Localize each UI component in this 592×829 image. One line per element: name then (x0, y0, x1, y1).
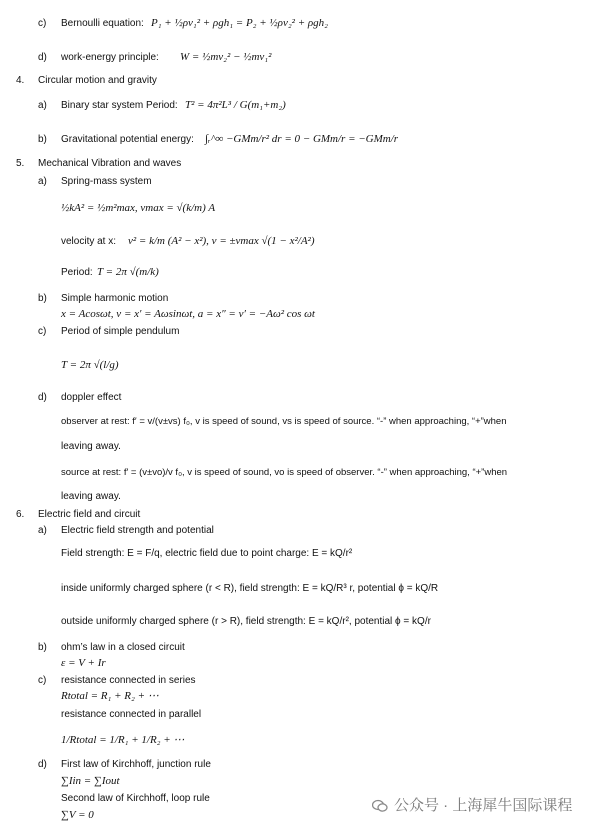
outside-sphere-line: outside uniformly charged sphere (r > R), field strength: E = kQ/r², potential ϕ = kQ/r (61, 616, 431, 627)
velocity-formula: v² = k/m (A² − x²), v = ±vmax √(1 − x²/A²) (128, 235, 315, 247)
bernoulli-label: Bernoulli equation: (61, 18, 144, 29)
binary-star-label: Binary star system Period: (61, 100, 178, 111)
potential-energy-formula: ∫ᵣ^∞ −GMm/r² dr = 0 − GMm/r = −GMm/r (205, 133, 399, 145)
potential-energy-label: Gravitational potential energy: (61, 134, 194, 145)
doppler-observer-cont: leaving away. (61, 441, 121, 452)
item-label: a) (38, 100, 47, 111)
spring-mass-label: Spring-mass system (61, 176, 152, 187)
kirchhoff-first-label: First law of Kirchhoff, junction rule (61, 759, 211, 770)
shm-formula: x = Acosωt, v = x′ = Aωsinωt, a = x″ = v′ = −Aω² cos ωt (61, 308, 315, 320)
period-label: Period: (61, 267, 93, 278)
series-label: resistance connected in series (61, 675, 196, 686)
section-title: Mechanical Vibration and waves (38, 158, 182, 169)
item-label: d) (38, 52, 47, 63)
doppler-source-cont: leaving away. (61, 491, 121, 502)
item-label: b) (38, 293, 47, 304)
item-label: b) (38, 642, 47, 653)
section-title: Electric field and circuit (38, 509, 141, 520)
doppler-source-line: source at rest: f′ = (v±vo)/v f₀, v is speed of sound, vo is speed of observer. “-” when approaching, “+”when (61, 467, 508, 478)
inside-sphere-line: inside uniformly charged sphere (r < R), field strength: E = kQ/R³ r, potential ϕ = kQ/R (61, 583, 439, 594)
section-number: 6. (16, 509, 25, 520)
wechat-icon (372, 799, 388, 813)
section-number: 5. (16, 158, 25, 169)
series-formula: Rtotal = R₁ + R₂ + ⋯ (61, 690, 159, 702)
parallel-formula: 1/Rtotal = 1/R₁ + 1/R₂ + ⋯ (61, 734, 185, 746)
doppler-label: doppler effect (61, 392, 122, 403)
section-title: Circular motion and gravity (38, 75, 157, 86)
shm-label: Simple harmonic motion (61, 293, 169, 304)
doppler-observer-line: observer at rest: f′ = v/(v±vs) f₀, v is speed of sound, vs is speed of source. “-” when approaching, “+”when (61, 416, 507, 427)
spring-energy-formula: ½kA² = ½m²max, vmax = √(k/m) A (61, 202, 216, 214)
watermark-text: 公众号 · 上海犀牛国际课程 (394, 797, 573, 814)
work-energy-label: work-energy principle: (61, 52, 159, 63)
item-label: d) (38, 759, 47, 770)
work-energy-formula: W = ½mv₂² − ½mv₁² (180, 51, 272, 63)
kirchhoff-second-formula: ∑V = 0 (61, 809, 94, 821)
section-number: 4. (16, 75, 25, 86)
item-label: b) (38, 134, 47, 145)
item-label: c) (38, 326, 47, 337)
pendulum-formula: T = 2π √(l/g) (61, 359, 119, 371)
electric-field-label: Electric field strength and potential (61, 525, 214, 536)
kirchhoff-first-formula: ∑Iin = ∑Iout (61, 775, 120, 787)
item-label: c) (38, 675, 47, 686)
kirchhoff-second-label: Second law of Kirchhoff, loop rule (61, 793, 210, 804)
velocity-label: velocity at x: (61, 236, 117, 247)
item-label: d) (38, 392, 47, 403)
pendulum-label: Period of simple pendulum (61, 326, 180, 337)
bernoulli-formula: P₁ + ½ρv₁² + ρgh₁ = P₂ + ½ρv₂² + ρgh₂ (151, 17, 328, 29)
ohms-law-label: ohm’s law in a closed circuit (61, 642, 185, 653)
field-strength-line: Field strength: E = F/q, electric field due to point charge: E = kQ/r² (61, 548, 353, 559)
item-label: a) (38, 525, 47, 536)
watermark (372, 794, 572, 815)
ohms-law-formula: ε = V + Ir (61, 657, 106, 669)
parallel-label: resistance connected in parallel (61, 709, 202, 720)
item-label: c) (38, 18, 47, 29)
binary-star-formula: T² = 4π²L³ / G(m₁+m₂) (185, 99, 286, 111)
period-formula: T = 2π √(m/k) (97, 266, 159, 278)
item-label: a) (38, 176, 47, 187)
